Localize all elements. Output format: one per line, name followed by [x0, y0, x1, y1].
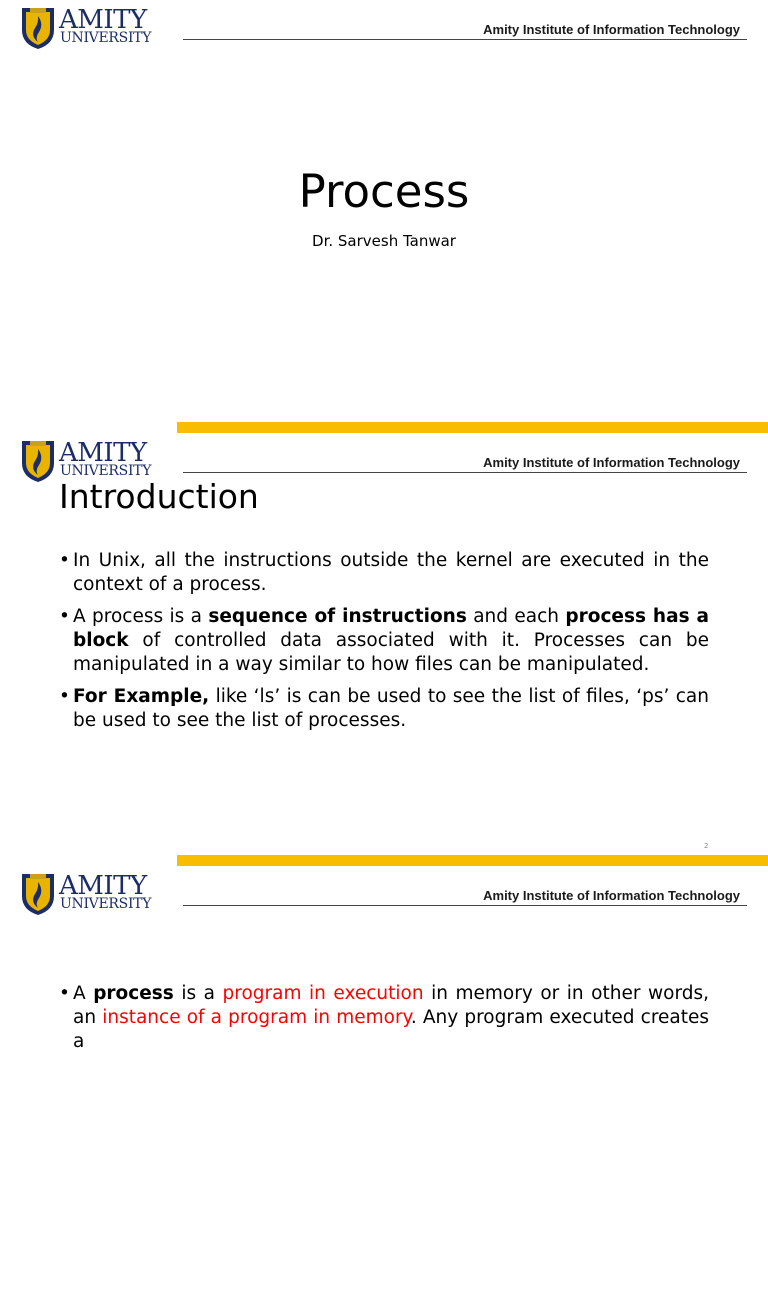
slide-3 [0, 866, 768, 1299]
logo-word-university: UNIVERSITY [60, 30, 152, 46]
logo-word-university: UNIVERSITY [60, 463, 152, 479]
bullet-text: in memory or in other words, an [73, 983, 709, 1028]
slide-2 [0, 433, 768, 866]
bold-phrase: process has a block [73, 606, 710, 651]
page-number: 2 [704, 842, 709, 850]
bullet-item [59, 549, 709, 597]
amity-crest-icon [18, 872, 58, 916]
accent-bar [177, 422, 768, 433]
logo-word-amity: AMITY [59, 871, 147, 901]
bullet-item [59, 685, 709, 733]
highlight-phrase: program in execution [222, 983, 424, 1004]
bold-phrase: sequence of instructions [208, 606, 467, 627]
amity-logo [18, 872, 158, 916]
bullet-list [59, 982, 709, 1062]
bullet-text: In Unix, all the instructions outside the kernel are executed in the context of a process. [73, 550, 709, 595]
logo-word-university: UNIVERSITY [60, 896, 152, 912]
institute-name: Amity Institute of Information Technology [483, 22, 740, 37]
amity-crest-icon [18, 439, 58, 483]
bullet-text: . Any program executed creates a [73, 1007, 710, 1052]
slide-1 [0, 0, 768, 433]
institute-name: Amity Institute of Information Technology [483, 888, 740, 903]
amity-logo [18, 6, 158, 50]
header-divider [183, 39, 747, 40]
institute-name: Amity Institute of Information Technology [483, 455, 740, 470]
bullet-text: like ‘ls’ is can be used to see the list of files, ‘ps’ can be used to see the list of processes. [73, 686, 709, 731]
slide-title: Process [298, 165, 470, 218]
bold-phrase: process [93, 983, 174, 1004]
highlight-phrase: instance of a program in memory [102, 1007, 411, 1028]
header-divider [183, 472, 747, 473]
bullet-text: A [73, 983, 94, 1004]
author-name: Dr. Sarvesh Tanwar [312, 232, 456, 250]
bullet-text: and each [466, 606, 566, 627]
logo-word-amity: AMITY [59, 5, 147, 35]
logo-word-amity: AMITY [59, 438, 147, 468]
bullet-text: of controlled data associated with it. Processes can be manipulated in a way similar to how files can be manipulated. [73, 630, 709, 675]
amity-crest-icon [18, 6, 58, 50]
bullet-item [59, 605, 709, 677]
bullet-text: is a [173, 983, 223, 1004]
bullet-item [59, 982, 709, 1054]
slide-title: Introduction [59, 477, 259, 516]
header-divider [183, 905, 747, 906]
bold-phrase: For Example, [73, 686, 210, 707]
bullet-text: A process is a [73, 606, 209, 627]
bullet-list [59, 549, 709, 741]
accent-bar [177, 855, 768, 866]
